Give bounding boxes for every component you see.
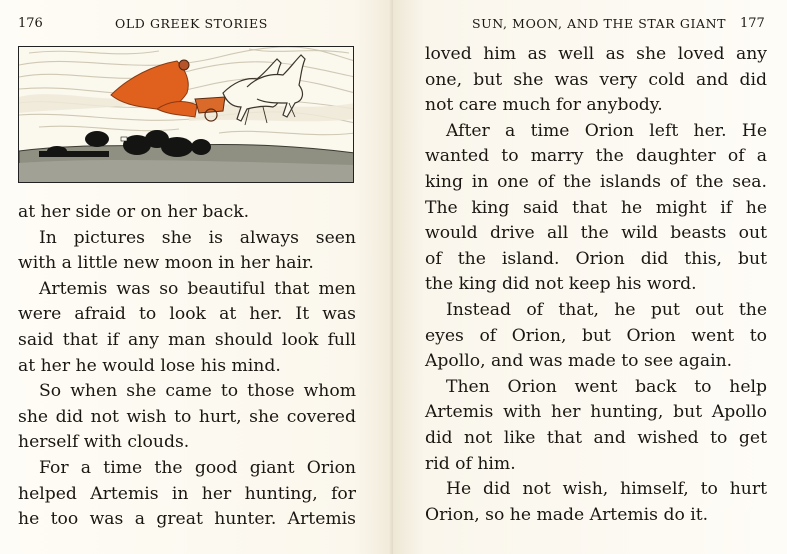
text-line: So when she came to those whom bbox=[39, 381, 356, 402]
right-page-body bbox=[425, 42, 767, 528]
text-line: Apollo, and was made to see again. bbox=[425, 351, 733, 372]
text-line: loved him as well as she loved any bbox=[425, 44, 767, 64]
text-line: He did not wish, himself, to hurt bbox=[446, 479, 767, 500]
text-line: Artemis with her hunting, but Apollo bbox=[425, 402, 767, 423]
text-line: Instead of that, he put out the bbox=[446, 299, 767, 320]
text-line: one, but she was very cold and did bbox=[425, 69, 767, 90]
text-line: Artemis was so beautiful that men bbox=[39, 278, 356, 299]
text-line: rid of him. bbox=[425, 453, 516, 474]
text-line: the king did not keep his word. bbox=[425, 274, 697, 295]
text-line: king in one of the islands of the sea. bbox=[425, 171, 767, 192]
left-page-number: 176 bbox=[18, 16, 43, 31]
text-line: herself with clouds. bbox=[18, 432, 190, 453]
text-line: After a time Orion left her. He bbox=[446, 120, 767, 141]
text-line: wanted to marry the daughter of a bbox=[425, 146, 767, 167]
text-line: at her side or on her back. bbox=[18, 202, 250, 222]
text-line: with a little new moon in her hair. bbox=[18, 253, 314, 274]
left-page-body bbox=[18, 200, 356, 533]
text-line: of the island. Orion did this, but bbox=[425, 248, 767, 269]
text-line: did not like that and wished to get bbox=[425, 427, 767, 448]
chariot-illustration bbox=[18, 46, 354, 183]
text-line: were afraid to look at her. It was bbox=[18, 304, 356, 325]
text-line: helped Artemis in her hunting, for bbox=[18, 483, 356, 504]
left-running-head: OLD GREEK STORIES bbox=[115, 16, 268, 31]
text-line: eyes of Orion, but Orion went to bbox=[425, 325, 767, 346]
text-line: she did not wish to hurt, she covered bbox=[18, 406, 356, 427]
text-line: Then Orion went back to help bbox=[446, 376, 767, 397]
text-line: not care much for anybody. bbox=[425, 95, 663, 116]
text-line: For a time the good giant Orion bbox=[39, 457, 356, 478]
right-page-number: 177 bbox=[740, 16, 765, 31]
chariot-illustration-drawing bbox=[19, 47, 354, 183]
text-line: The king said that he might if he bbox=[425, 197, 767, 218]
text-line: at her he would lose his mind. bbox=[18, 355, 281, 376]
text-line: Orion, so he made Artemis do it. bbox=[425, 504, 709, 525]
right-running-head: SUN, MOON, AND THE STAR GIANT bbox=[472, 16, 727, 31]
left-page bbox=[0, 0, 393, 554]
text-line: said that if any man should look full bbox=[18, 329, 356, 350]
text-line: In pictures she is always seen bbox=[39, 227, 356, 248]
text-line: he too was a great hunter. Artemis bbox=[18, 509, 356, 530]
text-line: would drive all the wild beasts out bbox=[425, 223, 767, 244]
